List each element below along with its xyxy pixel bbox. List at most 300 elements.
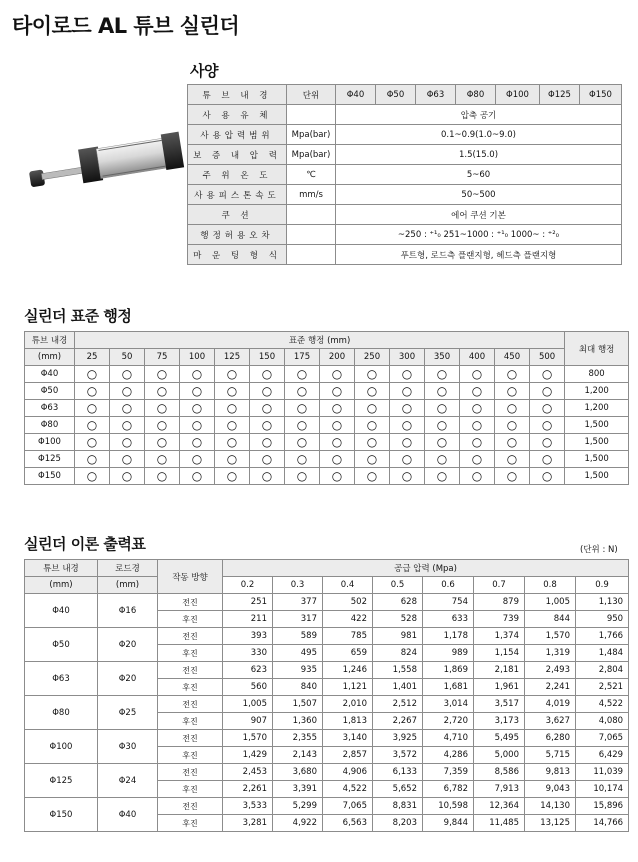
stroke-available-mark: ○ — [250, 417, 285, 434]
spec-row-unit — [287, 225, 336, 245]
spec-row-label: 행정허용오차 — [188, 225, 287, 245]
output-value-cell: 4,906 — [323, 764, 373, 781]
output-row-forward — [25, 594, 629, 611]
stroke-available-mark: ○ — [460, 434, 495, 451]
output-value-cell: 1,869 — [423, 662, 474, 679]
stroke-row — [25, 434, 629, 451]
stroke-available-mark: ○ — [180, 417, 215, 434]
stroke-available-mark: ○ — [250, 383, 285, 400]
output-value-cell: 4,522 — [576, 696, 629, 713]
stroke-available-mark: ○ — [460, 383, 495, 400]
stroke-available-mark: ○ — [110, 366, 145, 383]
stroke-available-mark: ○ — [110, 434, 145, 451]
stroke-available-mark: ○ — [320, 451, 355, 468]
output-dir-forward: 전진 — [158, 696, 223, 713]
output-bore-unit: (mm) — [25, 577, 98, 594]
output-value-cell: 1,246 — [323, 662, 373, 679]
spec-row-label: 사용피스톤속도 — [188, 185, 287, 205]
stroke-available-mark: ○ — [530, 451, 565, 468]
spec-size-cell: Φ150 — [580, 85, 622, 105]
output-value-cell: 4,710 — [423, 730, 474, 747]
output-rod-cell: Φ24 — [98, 764, 158, 798]
output-bore-cell: Φ150 — [25, 798, 98, 832]
stroke-length-header: 300 — [390, 349, 425, 366]
stroke-available-mark: ○ — [145, 383, 180, 400]
spec-header-unit: 단위 — [287, 85, 336, 105]
stroke-bore-cell: Φ125 — [25, 451, 75, 468]
stroke-available-mark: ○ — [215, 451, 250, 468]
output-value-cell: 1,005 — [223, 696, 273, 713]
stroke-available-mark: ○ — [320, 383, 355, 400]
output-value-cell: 8,586 — [474, 764, 525, 781]
output-pressure-cell: 0.7 — [474, 577, 525, 594]
stroke-max-cell: 1,500 — [565, 468, 629, 485]
output-value-cell: 1,429 — [223, 747, 273, 764]
stroke-available-mark: ○ — [285, 434, 320, 451]
stroke-length-header: 250 — [355, 349, 390, 366]
output-value-cell: 785 — [323, 628, 373, 645]
stroke-available-mark: ○ — [75, 451, 110, 468]
output-row-forward — [25, 798, 629, 815]
spec-row-value: ~250 : ⁺¹₀ 251~1000 : ⁺¹₀ 1000~ : ⁺²₀ — [336, 225, 622, 245]
output-pressure-cell: 0.6 — [423, 577, 474, 594]
stroke-available-mark: ○ — [355, 417, 390, 434]
output-value-cell: 659 — [323, 645, 373, 662]
stroke-available-mark: ○ — [180, 468, 215, 485]
output-value-cell: 330 — [223, 645, 273, 662]
stroke-available-mark: ○ — [320, 417, 355, 434]
output-value-cell: 10,598 — [423, 798, 474, 815]
output-value-cell: 1,005 — [525, 594, 576, 611]
stroke-length-header: 25 — [75, 349, 110, 366]
output-value-cell: 4,922 — [273, 815, 323, 832]
output-dir-backward: 후진 — [158, 713, 223, 730]
output-value-cell: 3,572 — [373, 747, 423, 764]
stroke-bore-cell: Φ63 — [25, 400, 75, 417]
output-dir-backward: 후진 — [158, 645, 223, 662]
stroke-available-mark: ○ — [110, 400, 145, 417]
output-value-cell: 560 — [223, 679, 273, 696]
output-value-cell: 1,484 — [576, 645, 629, 662]
output-value-cell: 211 — [223, 611, 273, 628]
output-row-forward — [25, 696, 629, 713]
spec-row-label: 사용압력범위 — [188, 125, 287, 145]
output-value-cell: 7,913 — [474, 781, 525, 798]
output-value-cell: 495 — [273, 645, 323, 662]
output-value-cell: 393 — [223, 628, 273, 645]
output-rod-cell: Φ40 — [98, 798, 158, 832]
stroke-available-mark: ○ — [145, 451, 180, 468]
spec-size-cell: Φ125 — [540, 85, 580, 105]
stroke-available-mark: ○ — [110, 451, 145, 468]
output-dir-forward: 전진 — [158, 764, 223, 781]
output-value-cell: 7,065 — [576, 730, 629, 747]
output-value-cell: 528 — [373, 611, 423, 628]
stroke-bore-cell: Φ100 — [25, 434, 75, 451]
spec-row-label: 주 위 온 도 — [188, 165, 287, 185]
output-value-cell: 633 — [423, 611, 474, 628]
output-value-cell: 589 — [273, 628, 323, 645]
stroke-length-header: 50 — [110, 349, 145, 366]
spec-table — [187, 84, 622, 265]
output-value-cell: 3,014 — [423, 696, 474, 713]
output-value-cell: 1,813 — [323, 713, 373, 730]
output-row-forward — [25, 662, 629, 679]
output-row-forward — [25, 628, 629, 645]
output-value-cell: 11,485 — [474, 815, 525, 832]
stroke-available-mark: ○ — [215, 400, 250, 417]
output-value-cell: 935 — [273, 662, 323, 679]
output-dir-forward: 전진 — [158, 730, 223, 747]
stroke-available-mark: ○ — [75, 366, 110, 383]
stroke-max-cell: 1,500 — [565, 451, 629, 468]
output-value-cell: 9,813 — [525, 764, 576, 781]
output-value-cell: 11,039 — [576, 764, 629, 781]
output-value-cell: 7,359 — [423, 764, 474, 781]
stroke-max-cell: 1,200 — [565, 400, 629, 417]
stroke-available-mark: ○ — [250, 451, 285, 468]
stroke-length-header: 400 — [460, 349, 495, 366]
stroke-length-header: 500 — [530, 349, 565, 366]
output-rod-cell: Φ20 — [98, 662, 158, 696]
spec-row — [188, 145, 622, 165]
stroke-available-mark: ○ — [530, 417, 565, 434]
spec-row — [188, 205, 622, 225]
stroke-available-mark: ○ — [250, 468, 285, 485]
spec-row-unit: ℃ — [287, 165, 336, 185]
stroke-bore-header: 튜브 내경 — [25, 332, 75, 349]
stroke-available-mark: ○ — [355, 434, 390, 451]
output-value-cell: 1,558 — [373, 662, 423, 679]
stroke-available-mark: ○ — [390, 468, 425, 485]
spec-row-label: 보 증 내 압 력 — [188, 145, 287, 165]
output-section-title: 실린더 이론 출력표 — [24, 535, 146, 553]
output-header-row — [25, 560, 629, 577]
output-value-cell: 6,429 — [576, 747, 629, 764]
stroke-available-mark: ○ — [285, 400, 320, 417]
stroke-available-mark: ○ — [285, 383, 320, 400]
output-bore-cell: Φ50 — [25, 628, 98, 662]
output-dir-backward: 후진 — [158, 781, 223, 798]
output-value-cell: 2,181 — [474, 662, 525, 679]
stroke-available-mark: ○ — [215, 434, 250, 451]
stroke-row — [25, 366, 629, 383]
output-value-cell: 1,130 — [576, 594, 629, 611]
stroke-header-row — [25, 332, 629, 349]
output-value-cell: 2,143 — [273, 747, 323, 764]
stroke-available-mark: ○ — [285, 417, 320, 434]
output-value-cell: 3,680 — [273, 764, 323, 781]
stroke-row — [25, 468, 629, 485]
stroke-table — [24, 331, 629, 485]
output-dir-backward: 후진 — [158, 679, 223, 696]
spec-row-value: 50~500 — [336, 185, 622, 205]
stroke-available-mark: ○ — [215, 468, 250, 485]
output-pressure-cell: 0.2 — [223, 577, 273, 594]
output-rod-header: 로드경 — [98, 560, 158, 577]
spec-row-label: 쿠 션 — [188, 205, 287, 225]
output-value-cell: 5,652 — [373, 781, 423, 798]
output-value-cell: 840 — [273, 679, 323, 696]
output-pressure-cell: 0.8 — [525, 577, 576, 594]
stroke-available-mark: ○ — [355, 383, 390, 400]
output-value-cell: 8,831 — [373, 798, 423, 815]
output-value-cell: 2,512 — [373, 696, 423, 713]
output-value-cell: 1,154 — [474, 645, 525, 662]
stroke-available-mark: ○ — [180, 434, 215, 451]
output-value-cell: 7,065 — [323, 798, 373, 815]
spec-row-value: 1.5(15.0) — [336, 145, 622, 165]
stroke-available-mark: ○ — [145, 417, 180, 434]
output-pressure-cell: 0.9 — [576, 577, 629, 594]
stroke-available-mark: ○ — [425, 417, 460, 434]
stroke-bore-cell: Φ40 — [25, 366, 75, 383]
output-value-cell: 422 — [323, 611, 373, 628]
output-value-cell: 5,299 — [273, 798, 323, 815]
stroke-available-mark: ○ — [530, 366, 565, 383]
output-value-cell: 4,286 — [423, 747, 474, 764]
output-value-cell: 2,010 — [323, 696, 373, 713]
stroke-length-header: 450 — [495, 349, 530, 366]
spec-row-unit: Mpa(bar) — [287, 125, 336, 145]
output-value-cell: 3,281 — [223, 815, 273, 832]
output-value-cell: 628 — [373, 594, 423, 611]
output-value-cell: 3,925 — [373, 730, 423, 747]
output-value-cell: 8,203 — [373, 815, 423, 832]
output-value-cell: 2,241 — [525, 679, 576, 696]
spec-row-unit: mm/s — [287, 185, 336, 205]
output-value-cell: 879 — [474, 594, 525, 611]
stroke-available-mark: ○ — [250, 434, 285, 451]
output-value-cell: 4,080 — [576, 713, 629, 730]
stroke-length-header: 150 — [250, 349, 285, 366]
output-value-cell: 13,125 — [525, 815, 576, 832]
output-bore-cell: Φ40 — [25, 594, 98, 628]
output-dir-forward: 전진 — [158, 798, 223, 815]
output-value-cell: 3,517 — [474, 696, 525, 713]
spec-row-unit — [287, 105, 336, 125]
output-value-cell: 3,533 — [223, 798, 273, 815]
spec-row — [188, 125, 622, 145]
spec-row-value: 0.1~0.9(1.0~9.0) — [336, 125, 622, 145]
unit-note: (단위 : N) — [580, 545, 618, 555]
output-value-cell: 5,000 — [474, 747, 525, 764]
stroke-length-header: 75 — [145, 349, 180, 366]
output-value-cell: 6,563 — [323, 815, 373, 832]
stroke-length-header: 125 — [215, 349, 250, 366]
stroke-available-mark: ○ — [425, 451, 460, 468]
stroke-available-mark: ○ — [390, 400, 425, 417]
stroke-available-mark: ○ — [215, 383, 250, 400]
stroke-bore-cell: Φ50 — [25, 383, 75, 400]
output-value-cell: 739 — [474, 611, 525, 628]
spec-row — [188, 245, 622, 265]
stroke-available-mark: ○ — [460, 366, 495, 383]
output-value-cell: 2,267 — [373, 713, 423, 730]
stroke-available-mark: ○ — [355, 451, 390, 468]
stroke-available-mark: ○ — [145, 400, 180, 417]
stroke-available-mark: ○ — [320, 468, 355, 485]
stroke-max-header: 최대 행정 — [565, 332, 629, 366]
output-value-cell: 1,401 — [373, 679, 423, 696]
spec-row-label: 사 용 유 체 — [188, 105, 287, 125]
spec-row-unit — [287, 245, 336, 265]
output-value-cell: 2,261 — [223, 781, 273, 798]
output-bore-cell: Φ63 — [25, 662, 98, 696]
stroke-max-cell: 1,500 — [565, 417, 629, 434]
stroke-available-mark: ○ — [250, 366, 285, 383]
output-rod-cell: Φ20 — [98, 628, 158, 662]
spec-row — [188, 165, 622, 185]
stroke-available-mark: ○ — [530, 400, 565, 417]
stroke-available-mark: ○ — [355, 400, 390, 417]
output-subheader-row — [25, 577, 629, 594]
output-dir-backward: 후진 — [158, 611, 223, 628]
stroke-bore-cell: Φ80 — [25, 417, 75, 434]
stroke-available-mark: ○ — [530, 434, 565, 451]
output-value-cell: 1,360 — [273, 713, 323, 730]
output-value-cell: 14,130 — [525, 798, 576, 815]
spec-size-cell: Φ63 — [416, 85, 456, 105]
stroke-available-mark: ○ — [110, 468, 145, 485]
stroke-available-mark: ○ — [285, 451, 320, 468]
output-value-cell: 5,715 — [525, 747, 576, 764]
stroke-length-header: 350 — [425, 349, 460, 366]
spec-row — [188, 185, 622, 205]
stroke-available-mark: ○ — [390, 383, 425, 400]
spec-row-unit — [287, 205, 336, 225]
stroke-available-mark: ○ — [285, 468, 320, 485]
output-value-cell: 1,570 — [525, 628, 576, 645]
stroke-section-title: 실린더 표준 행정 — [24, 307, 132, 325]
stroke-row — [25, 400, 629, 417]
output-value-cell: 14,766 — [576, 815, 629, 832]
output-value-cell: 2,804 — [576, 662, 629, 679]
stroke-available-mark: ○ — [215, 366, 250, 383]
stroke-available-mark: ○ — [495, 468, 530, 485]
output-value-cell: 844 — [525, 611, 576, 628]
stroke-available-mark: ○ — [390, 451, 425, 468]
output-value-cell: 9,844 — [423, 815, 474, 832]
spec-header-row — [188, 85, 622, 105]
stroke-available-mark: ○ — [460, 468, 495, 485]
output-dir-forward: 전진 — [158, 628, 223, 645]
output-pressure-header: 공급 압력 (Mpa) — [223, 560, 629, 577]
output-value-cell: 6,280 — [525, 730, 576, 747]
cylinder-image — [22, 120, 187, 200]
spec-row-value: 에어 쿠션 기본 — [336, 205, 622, 225]
spec-row-value: 5~60 — [336, 165, 622, 185]
stroke-available-mark: ○ — [250, 400, 285, 417]
output-dir-backward: 후진 — [158, 815, 223, 832]
output-value-cell: 1,319 — [525, 645, 576, 662]
output-value-cell: 1,961 — [474, 679, 525, 696]
output-value-cell: 3,627 — [525, 713, 576, 730]
stroke-available-mark: ○ — [75, 434, 110, 451]
spec-size-cell: Φ40 — [336, 85, 376, 105]
stroke-available-mark: ○ — [320, 366, 355, 383]
stroke-available-mark: ○ — [425, 468, 460, 485]
spec-row-label: 마 운 팅 형 식 — [188, 245, 287, 265]
stroke-available-mark: ○ — [425, 400, 460, 417]
output-value-cell: 12,364 — [474, 798, 525, 815]
stroke-available-mark: ○ — [110, 417, 145, 434]
output-value-cell: 950 — [576, 611, 629, 628]
output-bore-cell: Φ100 — [25, 730, 98, 764]
stroke-available-mark: ○ — [460, 451, 495, 468]
stroke-available-mark: ○ — [495, 417, 530, 434]
output-value-cell: 2,857 — [323, 747, 373, 764]
stroke-available-mark: ○ — [355, 468, 390, 485]
output-value-cell: 502 — [323, 594, 373, 611]
stroke-available-mark: ○ — [180, 383, 215, 400]
output-value-cell: 6,782 — [423, 781, 474, 798]
stroke-available-mark: ○ — [180, 400, 215, 417]
stroke-available-mark: ○ — [320, 400, 355, 417]
output-value-cell: 6,133 — [373, 764, 423, 781]
output-dir-header: 작동 방향 — [158, 560, 223, 594]
output-value-cell: 3,173 — [474, 713, 525, 730]
output-pressure-cell: 0.4 — [323, 577, 373, 594]
stroke-available-mark: ○ — [495, 383, 530, 400]
stroke-available-mark: ○ — [495, 400, 530, 417]
output-rod-cell: Φ16 — [98, 594, 158, 628]
stroke-available-mark: ○ — [75, 400, 110, 417]
output-rod-unit: (mm) — [98, 577, 158, 594]
page-title: 타이로드 AL 튜브 실린더 — [12, 14, 240, 38]
output-value-cell: 4,522 — [323, 781, 373, 798]
stroke-available-mark: ○ — [75, 468, 110, 485]
stroke-available-mark: ○ — [495, 366, 530, 383]
stroke-row — [25, 451, 629, 468]
output-value-cell: 2,493 — [525, 662, 576, 679]
stroke-length-header: 100 — [180, 349, 215, 366]
stroke-available-mark: ○ — [75, 383, 110, 400]
stroke-available-mark: ○ — [215, 417, 250, 434]
output-value-cell: 2,521 — [576, 679, 629, 696]
stroke-available-mark: ○ — [460, 417, 495, 434]
output-row-forward — [25, 730, 629, 747]
output-value-cell: 1,374 — [474, 628, 525, 645]
spec-row-value: 압축 공기 — [336, 105, 622, 125]
stroke-length-header: 175 — [285, 349, 320, 366]
stroke-available-mark: ○ — [355, 366, 390, 383]
stroke-row — [25, 383, 629, 400]
stroke-row — [25, 417, 629, 434]
output-dir-backward: 후진 — [158, 747, 223, 764]
stroke-available-mark: ○ — [320, 434, 355, 451]
output-value-cell: 1,507 — [273, 696, 323, 713]
output-value-cell: 15,896 — [576, 798, 629, 815]
stroke-available-mark: ○ — [425, 366, 460, 383]
stroke-available-mark: ○ — [75, 417, 110, 434]
spec-section-title: 사양 — [190, 62, 218, 80]
stroke-available-mark: ○ — [180, 366, 215, 383]
stroke-available-mark: ○ — [530, 383, 565, 400]
spec-size-cell: Φ100 — [496, 85, 540, 105]
output-bore-cell: Φ125 — [25, 764, 98, 798]
spec-row — [188, 225, 622, 245]
output-value-cell: 4,019 — [525, 696, 576, 713]
output-rod-cell: Φ25 — [98, 696, 158, 730]
spec-row-unit: Mpa(bar) — [287, 145, 336, 165]
output-value-cell: 317 — [273, 611, 323, 628]
stroke-available-mark: ○ — [425, 434, 460, 451]
output-value-cell: 2,720 — [423, 713, 474, 730]
output-value-cell: 3,391 — [273, 781, 323, 798]
output-dir-forward: 전진 — [158, 662, 223, 679]
output-value-cell: 1,681 — [423, 679, 474, 696]
